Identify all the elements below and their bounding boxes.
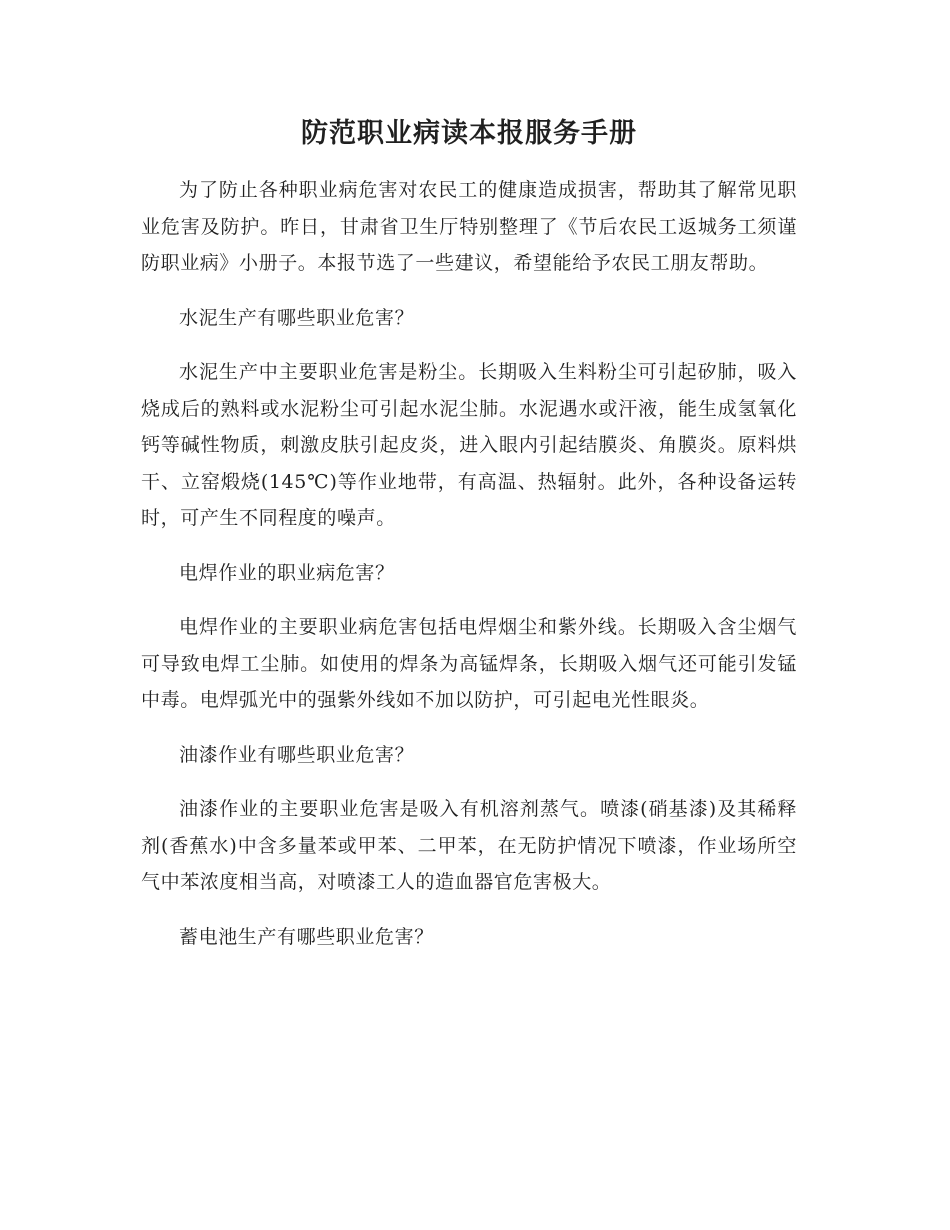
question-painting: 油漆作业有哪些职业危害？ bbox=[179, 743, 415, 766]
intro-paragraph: 为了防止各种职业病危害对农民工的健康造成损害，帮助其了解常见职业危害及防护。昨日，甘肃省卫生厅特别整理了《节后农民工返城务工须谨防职业病》小册子。本报节选了一些建议，希望能给予农民工朋友帮助。 bbox=[141, 179, 797, 274]
answer-painting: 油漆作业的主要职业危害是吸入有机溶剂蒸气。喷漆(硝基漆)及其稀释剂(香蕉水)中含多量苯或甲苯、二甲苯，在无防护情况下喷漆，作业场所空气中苯浓度相当高，对喷漆工人的造血器官危害极大。 bbox=[141, 798, 797, 893]
answer-cement: 水泥生产中主要职业危害是粉尘。长期吸入生料粉尘可引起矽肺，吸入烧成后的熟料或水泥粉尘可引起水泥尘肺。水泥遇水或汗液，能生成氢氧化钙等碱性物质，刺激皮肤引起皮炎，进入眼内引起结膜炎、角膜炎。原料烘干、立窑煅烧(145℃)等作业地带，有高温、热辐射。此外，各种设备运转时，可产生不同程度的噪声。 bbox=[141, 361, 797, 529]
question-welding: 电焊作业的职业病危害？ bbox=[179, 561, 395, 584]
answer-welding: 电焊作业的主要职业病危害包括电焊烟尘和紫外线。长期吸入含尘烟气可导致电焊工尘肺。如使用的焊条为高锰焊条，长期吸入烟气还可能引发锰中毒。电焊弧光中的强紫外线如不加以防护，可引起电光性眼炎。 bbox=[141, 616, 797, 711]
question-battery: 蓄电池生产有哪些职业危害？ bbox=[179, 925, 434, 948]
page-title: 防范职业病读本报服务手册 bbox=[301, 118, 637, 149]
question-cement: 水泥生产有哪些职业危害？ bbox=[179, 306, 415, 329]
document-body bbox=[141, 112, 797, 973]
